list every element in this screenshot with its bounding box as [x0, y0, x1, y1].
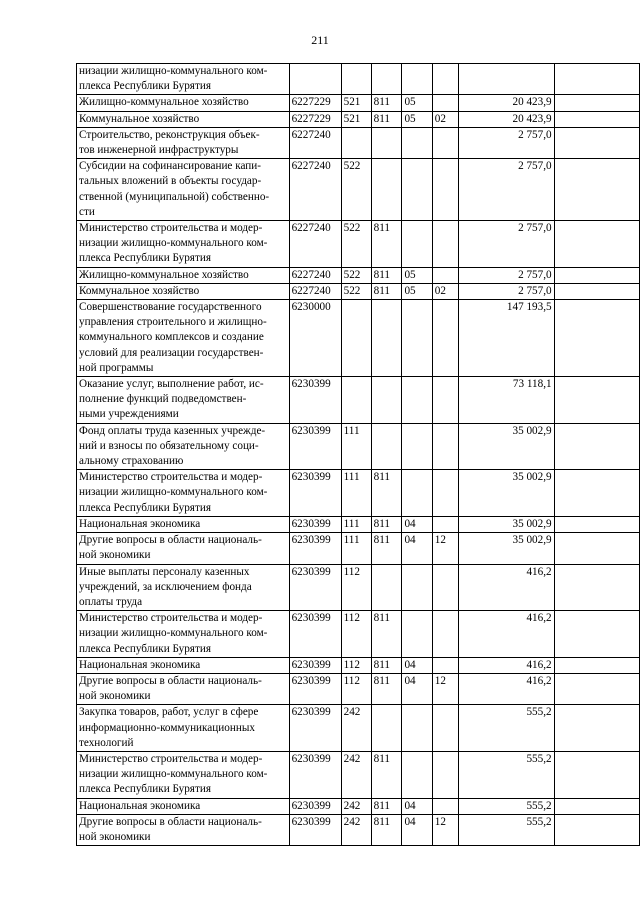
row-name-cell: Министерство строительства и модер- низации жилищно-коммунального ком- плекса Республики Бурятия	[77, 221, 290, 268]
row-section-cell	[402, 221, 432, 268]
row-name-cell: Коммунальное хозяйство	[77, 111, 290, 127]
row-subsection-cell: 02	[432, 283, 459, 299]
table-row	[77, 673, 640, 704]
row-target-article-cell	[289, 64, 341, 95]
row-amount-cell: 416,2	[459, 564, 554, 611]
table-row	[77, 705, 640, 752]
table-row	[77, 657, 640, 673]
row-name-cell: Жилищно-коммунальное хозяйство	[77, 95, 290, 111]
row-target-article-cell: 6230399	[289, 516, 341, 532]
row-empty-cell	[554, 533, 639, 564]
row-subsection-cell	[432, 564, 459, 611]
row-amount-cell: 416,2	[459, 657, 554, 673]
row-name-cell: Строительство, реконструкция объек- тов инженерной инфраструктуры	[77, 127, 290, 158]
row-ministry-code-cell: 811	[371, 111, 402, 127]
row-section-cell: 05	[402, 283, 432, 299]
row-name-cell: низации жилищно-коммунального ком- плекса Республики Бурятия	[77, 64, 290, 95]
row-subsection-cell	[432, 611, 459, 658]
row-expense-type-cell: 112	[341, 564, 371, 611]
budget-table	[76, 63, 640, 846]
row-name-cell: Субсидии на софинансирование капи- тальных вложений в объекты государ- ственной (муниципальной) собственно- сти	[77, 159, 290, 221]
row-section-cell	[402, 611, 432, 658]
row-amount-cell: 416,2	[459, 673, 554, 704]
row-section-cell: 05	[402, 95, 432, 111]
row-ministry-code-cell: 811	[371, 673, 402, 704]
row-amount-cell: 35 002,9	[459, 470, 554, 517]
table-row	[77, 516, 640, 532]
row-section-cell	[402, 751, 432, 798]
row-amount-cell: 73 118,1	[459, 377, 554, 424]
row-expense-type-cell: 522	[341, 221, 371, 268]
row-amount-cell: 555,2	[459, 705, 554, 752]
row-amount-cell: 416,2	[459, 611, 554, 658]
row-target-article-cell: 6230000	[289, 300, 341, 377]
table-row	[77, 470, 640, 517]
row-name-cell: Национальная экономика	[77, 798, 290, 814]
row-subsection-cell	[432, 64, 459, 95]
row-target-article-cell: 6230399	[289, 751, 341, 798]
row-subsection-cell	[432, 300, 459, 377]
row-expense-type-cell: 242	[341, 751, 371, 798]
row-empty-cell	[554, 564, 639, 611]
row-expense-type-cell	[341, 377, 371, 424]
row-empty-cell	[554, 111, 639, 127]
row-expense-type-cell: 522	[341, 283, 371, 299]
row-amount-cell: 2 757,0	[459, 267, 554, 283]
row-expense-type-cell: 522	[341, 267, 371, 283]
row-empty-cell	[554, 95, 639, 111]
table-row	[77, 267, 640, 283]
row-ministry-code-cell: 811	[371, 798, 402, 814]
row-section-cell: 04	[402, 798, 432, 814]
row-section-cell	[402, 64, 432, 95]
row-subsection-cell	[432, 798, 459, 814]
row-empty-cell	[554, 221, 639, 268]
row-section-cell: 05	[402, 111, 432, 127]
row-ministry-code-cell: 811	[371, 516, 402, 532]
row-amount-cell: 555,2	[459, 814, 554, 845]
table-row	[77, 221, 640, 268]
table-row	[77, 423, 640, 470]
row-expense-type-cell: 522	[341, 159, 371, 221]
row-section-cell: 04	[402, 533, 432, 564]
row-name-cell: Национальная экономика	[77, 516, 290, 532]
row-subsection-cell	[432, 377, 459, 424]
row-expense-type-cell: 242	[341, 705, 371, 752]
row-amount-cell: 35 002,9	[459, 423, 554, 470]
row-ministry-code-cell	[371, 377, 402, 424]
table-row	[77, 814, 640, 845]
row-empty-cell	[554, 814, 639, 845]
row-ministry-code-cell	[371, 564, 402, 611]
row-expense-type-cell: 521	[341, 95, 371, 111]
row-amount-cell: 2 757,0	[459, 283, 554, 299]
table-row	[77, 127, 640, 158]
row-subsection-cell	[432, 705, 459, 752]
row-empty-cell	[554, 377, 639, 424]
row-expense-type-cell: 111	[341, 423, 371, 470]
row-target-article-cell: 6227240	[289, 159, 341, 221]
row-ministry-code-cell: 811	[371, 470, 402, 517]
row-empty-cell	[554, 516, 639, 532]
table-row	[77, 300, 640, 377]
row-name-cell: Совершенствование государственного управления строительного и жилищно- коммунального комплексов и создание условий для реализации государствен- ной программы	[77, 300, 290, 377]
table-row	[77, 611, 640, 658]
row-target-article-cell: 6230399	[289, 533, 341, 564]
row-ministry-code-cell: 811	[371, 221, 402, 268]
row-amount-cell	[459, 64, 554, 95]
row-name-cell: Другие вопросы в области националь- ной экономики	[77, 814, 290, 845]
row-expense-type-cell	[341, 64, 371, 95]
row-expense-type-cell	[341, 300, 371, 377]
table-row	[77, 283, 640, 299]
table-row	[77, 751, 640, 798]
row-name-cell: Министерство строительства и модер- низации жилищно-коммунального ком- плекса Республики Бурятия	[77, 751, 290, 798]
row-target-article-cell: 6230399	[289, 377, 341, 424]
row-empty-cell	[554, 267, 639, 283]
row-section-cell: 04	[402, 814, 432, 845]
row-name-cell: Иные выплаты персоналу казенных учреждений, за исключением фонда оплаты труда	[77, 564, 290, 611]
row-name-cell: Фонд оплаты труда казенных учрежде- ний и взносы по обязательному соци- альному страхованию	[77, 423, 290, 470]
row-empty-cell	[554, 300, 639, 377]
row-expense-type-cell: 111	[341, 533, 371, 564]
row-amount-cell: 2 757,0	[459, 159, 554, 221]
row-target-article-cell: 6227240	[289, 267, 341, 283]
row-subsection-cell	[432, 221, 459, 268]
table-row	[77, 64, 640, 95]
row-target-article-cell: 6230399	[289, 673, 341, 704]
row-subsection-cell	[432, 127, 459, 158]
row-section-cell	[402, 127, 432, 158]
row-empty-cell	[554, 657, 639, 673]
row-amount-cell: 555,2	[459, 751, 554, 798]
row-expense-type-cell: 112	[341, 657, 371, 673]
row-ministry-code-cell	[371, 64, 402, 95]
row-amount-cell: 35 002,9	[459, 516, 554, 532]
table-row	[77, 95, 640, 111]
row-empty-cell	[554, 798, 639, 814]
row-subsection-cell	[432, 470, 459, 517]
row-expense-type-cell: 242	[341, 814, 371, 845]
row-ministry-code-cell: 811	[371, 267, 402, 283]
table-row	[77, 159, 640, 221]
table-row	[77, 564, 640, 611]
row-section-cell	[402, 470, 432, 517]
row-ministry-code-cell	[371, 705, 402, 752]
row-ministry-code-cell: 811	[371, 95, 402, 111]
row-amount-cell: 35 002,9	[459, 533, 554, 564]
row-name-cell: Коммунальное хозяйство	[77, 283, 290, 299]
row-target-article-cell: 6230399	[289, 657, 341, 673]
row-target-article-cell: 6227229	[289, 111, 341, 127]
row-ministry-code-cell: 811	[371, 533, 402, 564]
row-ministry-code-cell: 811	[371, 283, 402, 299]
row-expense-type-cell: 111	[341, 516, 371, 532]
row-amount-cell: 20 423,9	[459, 111, 554, 127]
row-empty-cell	[554, 470, 639, 517]
row-expense-type-cell: 242	[341, 798, 371, 814]
row-subsection-cell: 02	[432, 111, 459, 127]
row-empty-cell	[554, 127, 639, 158]
row-name-cell: Другие вопросы в области националь- ной экономики	[77, 533, 290, 564]
row-name-cell: Министерство строительства и модер- низации жилищно-коммунального ком- плекса Республики Бурятия	[77, 611, 290, 658]
row-target-article-cell: 6227240	[289, 221, 341, 268]
table-row	[77, 377, 640, 424]
row-name-cell: Другие вопросы в области националь- ной экономики	[77, 673, 290, 704]
row-expense-type-cell: 112	[341, 673, 371, 704]
row-target-article-cell: 6227240	[289, 127, 341, 158]
row-subsection-cell: 12	[432, 673, 459, 704]
row-empty-cell	[554, 751, 639, 798]
row-ministry-code-cell	[371, 159, 402, 221]
row-name-cell: Закупка товаров, работ, услуг в сфере информационно-коммуникационных технологий	[77, 705, 290, 752]
row-empty-cell	[554, 159, 639, 221]
row-subsection-cell: 12	[432, 814, 459, 845]
row-amount-cell: 20 423,9	[459, 95, 554, 111]
row-expense-type-cell	[341, 127, 371, 158]
row-expense-type-cell: 521	[341, 111, 371, 127]
row-ministry-code-cell	[371, 127, 402, 158]
budget-table-body	[77, 64, 640, 846]
row-subsection-cell	[432, 751, 459, 798]
row-target-article-cell: 6230399	[289, 470, 341, 517]
row-subsection-cell	[432, 159, 459, 221]
row-subsection-cell	[432, 657, 459, 673]
row-name-cell: Министерство строительства и модер- низации жилищно-коммунального ком- плекса Республики Бурятия	[77, 470, 290, 517]
row-subsection-cell	[432, 267, 459, 283]
row-empty-cell	[554, 705, 639, 752]
row-target-article-cell: 6230399	[289, 564, 341, 611]
row-name-cell: Жилищно-коммунальное хозяйство	[77, 267, 290, 283]
row-ministry-code-cell: 811	[371, 657, 402, 673]
row-amount-cell: 2 757,0	[459, 127, 554, 158]
row-target-article-cell: 6227229	[289, 95, 341, 111]
row-name-cell: Оказание услуг, выполнение работ, ис- полнение функций подведомствен- ными учреждениями	[77, 377, 290, 424]
row-target-article-cell: 6230399	[289, 814, 341, 845]
row-subsection-cell	[432, 516, 459, 532]
table-row	[77, 533, 640, 564]
row-amount-cell: 2 757,0	[459, 221, 554, 268]
row-target-article-cell: 6227240	[289, 283, 341, 299]
row-expense-type-cell: 111	[341, 470, 371, 517]
row-section-cell	[402, 159, 432, 221]
table-row	[77, 798, 640, 814]
row-empty-cell	[554, 283, 639, 299]
row-section-cell	[402, 564, 432, 611]
row-section-cell: 04	[402, 657, 432, 673]
row-ministry-code-cell: 811	[371, 611, 402, 658]
row-section-cell	[402, 377, 432, 424]
row-empty-cell	[554, 64, 639, 95]
row-ministry-code-cell	[371, 423, 402, 470]
row-section-cell	[402, 705, 432, 752]
row-empty-cell	[554, 611, 639, 658]
row-name-cell: Национальная экономика	[77, 657, 290, 673]
row-ministry-code-cell: 811	[371, 814, 402, 845]
row-ministry-code-cell	[371, 300, 402, 377]
row-ministry-code-cell: 811	[371, 751, 402, 798]
row-subsection-cell	[432, 423, 459, 470]
row-target-article-cell: 6230399	[289, 705, 341, 752]
row-section-cell: 04	[402, 516, 432, 532]
row-amount-cell: 147 193,5	[459, 300, 554, 377]
row-target-article-cell: 6230399	[289, 798, 341, 814]
row-section-cell	[402, 423, 432, 470]
row-expense-type-cell: 112	[341, 611, 371, 658]
row-empty-cell	[554, 423, 639, 470]
row-empty-cell	[554, 673, 639, 704]
row-target-article-cell: 6230399	[289, 423, 341, 470]
row-section-cell: 04	[402, 673, 432, 704]
row-amount-cell: 555,2	[459, 798, 554, 814]
row-section-cell: 05	[402, 267, 432, 283]
page-number: 211	[311, 33, 329, 47]
row-subsection-cell	[432, 95, 459, 111]
row-target-article-cell: 6230399	[289, 611, 341, 658]
table-row	[77, 111, 640, 127]
row-section-cell	[402, 300, 432, 377]
row-subsection-cell: 12	[432, 533, 459, 564]
